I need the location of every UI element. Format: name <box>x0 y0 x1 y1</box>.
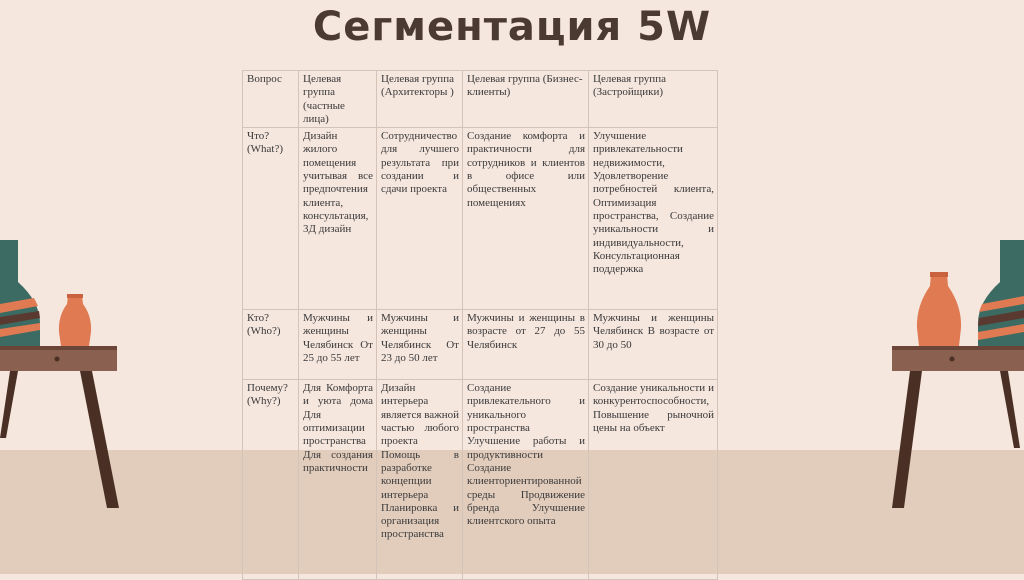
header-cell: Целевая группа (Бизнес-клиенты) <box>463 71 589 128</box>
teal-vase-neck <box>0 240 18 284</box>
table-row-what <box>243 128 718 310</box>
table-cell: Создание привлекательного и уникального пространства Улучшение работы и продуктивности Создание клиенториентированной среды Продвижение бренда Улучшение клиентского опыта <box>463 380 589 580</box>
table-cell: Создание комфорта и практичности для сотрудников и клиентов в офисе или общественных помещениях <box>463 128 589 310</box>
header-cell: Целевая группа (частные лица) <box>299 71 377 128</box>
table-cell: Мужчины и женщины Челябинск От 25 до 55 лет <box>299 310 377 380</box>
header-cell: Целевая группа (Застройщики) <box>589 71 718 128</box>
orange-vase <box>59 296 91 346</box>
page-title: Сегментация 5W <box>312 4 712 50</box>
table-cell: Мужчины и женщины Челябинск От 23 до 50 лет <box>377 310 463 380</box>
table-cell: Создание уникальности и конкурентоспособности, Повышение рыночной цены на объект <box>589 380 718 580</box>
table-header-row <box>243 71 718 128</box>
table-cell: Улучшение привлекательности недвижимости, Удовлетворение потребностей клиента, Оптимизация пространства, Создание уникальности и индивидуальности, Консультационная поддержка <box>589 128 718 310</box>
side-table-leg <box>892 371 922 508</box>
table-cell: Для Комфорта и уюта дома Для оптимизации пространства Для создания практичности <box>299 380 377 580</box>
table-cell: Мужчины и женщины в возрасте от 27 до 55 Челябинск <box>463 310 589 380</box>
table-cell: Сотрудничество для лучшего результата при создании и сдачи проекта <box>377 128 463 310</box>
right-vase-table-illustration <box>890 238 1024 513</box>
table-cell: Дизайн интерьера является важной частью любого проекта Помощь в разработке концепции интерьера Планировка и организация пространства <box>377 380 463 580</box>
side-table-leg <box>80 371 119 508</box>
question-cell: Кто? (Who?) <box>243 310 299 380</box>
table-cell: Дизайн жилого помещения учитывая все предпочтения клиента, консультация, 3Д дизайн <box>299 128 377 310</box>
table-row-who <box>243 310 718 380</box>
header-cell: Вопрос <box>243 71 299 128</box>
table-row-why <box>243 380 718 580</box>
question-cell: Почему? (Why?) <box>243 380 299 580</box>
segmentation-table <box>242 70 718 580</box>
question-cell: Что? (What?) <box>243 128 299 310</box>
table-cell: Мужчины и женщины Челябинск В возрасте от 30 до 50 <box>589 310 718 380</box>
header-cell: Целевая группа (Архитекторы ) <box>377 71 463 128</box>
orange-vase <box>917 274 961 346</box>
left-vase-table-illustration <box>0 238 125 513</box>
teal-vase-neck <box>1000 240 1024 284</box>
